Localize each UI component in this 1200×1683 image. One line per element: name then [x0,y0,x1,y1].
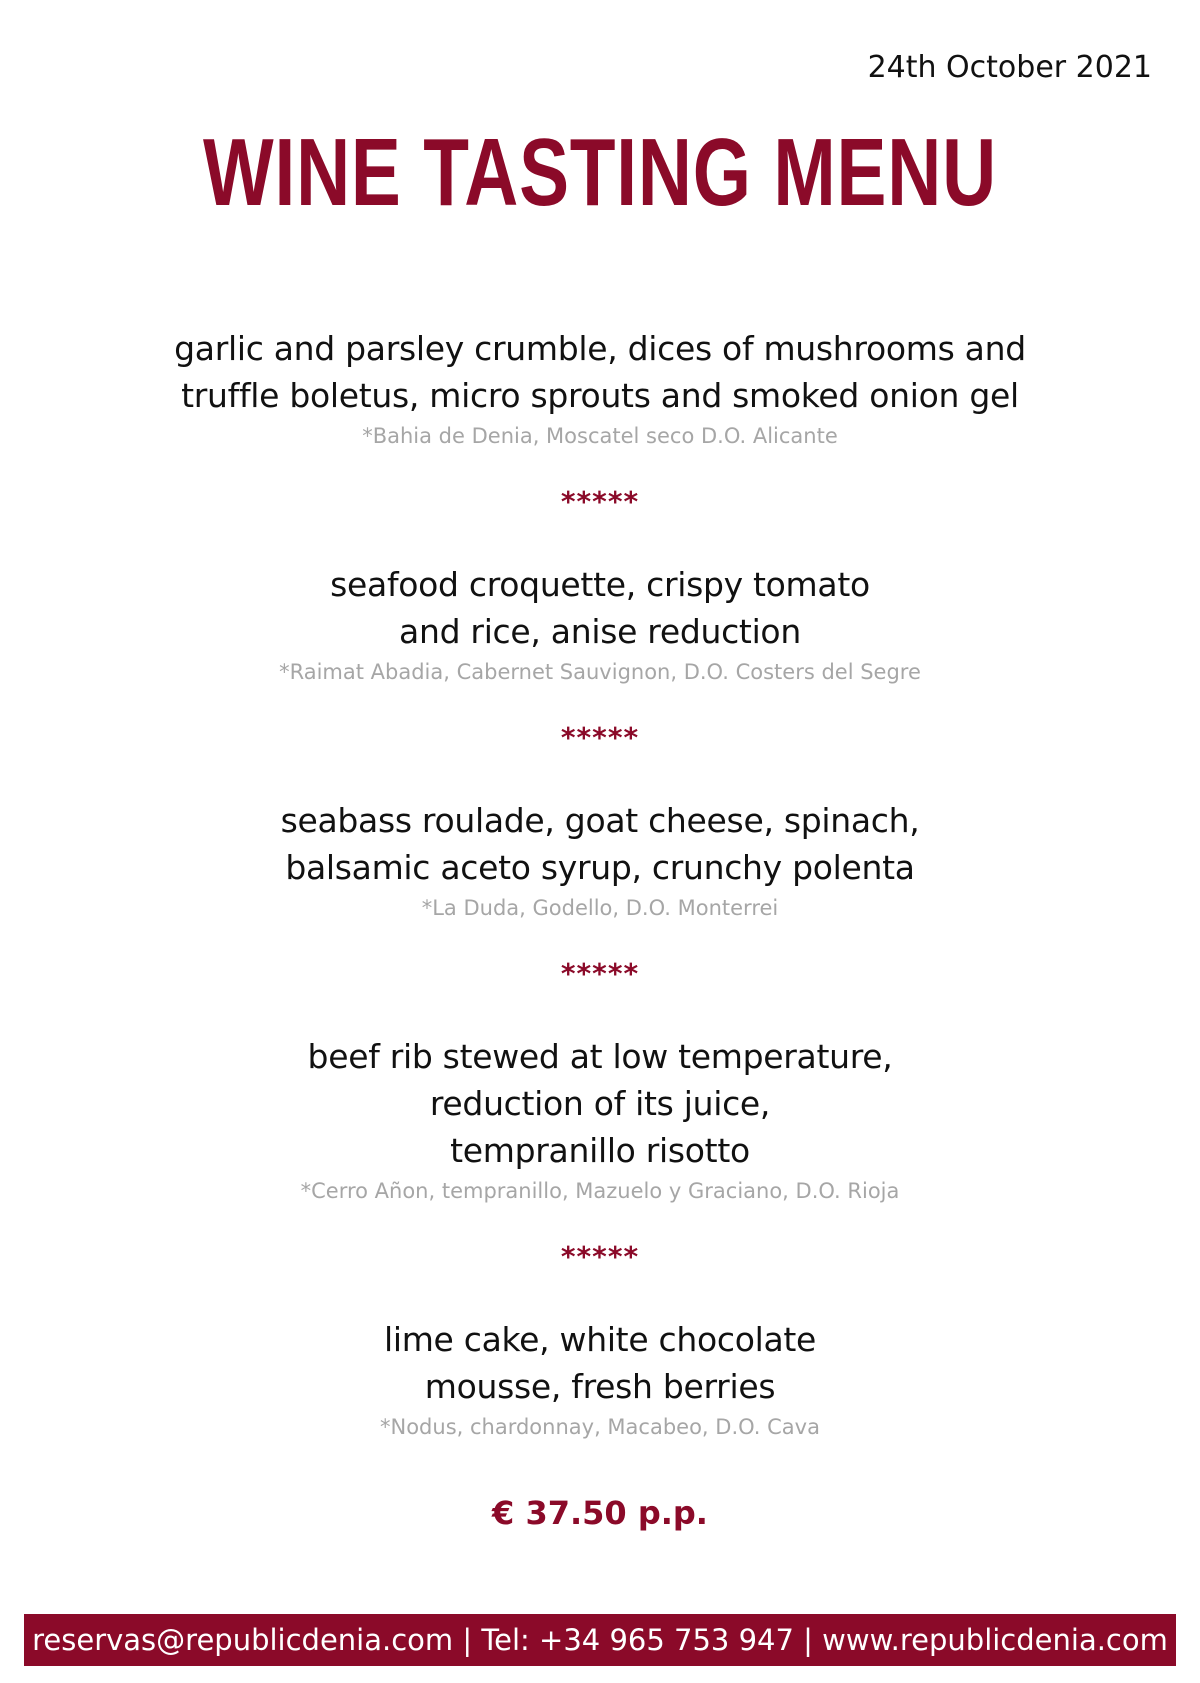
course-separator: ***** [560,485,640,518]
course-list [0,325,1200,1442]
course-5 [0,1316,1200,1442]
dish-line: seafood croquette, crispy tomato [330,565,870,604]
course-separator: ***** [560,721,640,754]
dish-line: tempranillo risotto [450,1131,750,1170]
course-separator: ***** [560,957,640,990]
dish-line: mousse, fresh berries [424,1367,776,1406]
wine-pairing: *Bahia de Denia, Moscatel seco D.O. Alicante [362,424,838,448]
dish-line: lime cake, white chocolate [383,1320,817,1359]
dish-line: beef rib stewed at low temperature, [307,1037,893,1076]
course-4 [0,1033,1200,1206]
course-3 [0,797,1200,923]
dish-line: seabass roulade, goat cheese, spinach, [280,801,920,840]
dish-line: balsamic aceto syrup, crunchy polenta [285,848,915,887]
dish-line: truffle boletus, micro sprouts and smoked onion gel [181,376,1019,415]
menu-date: 24th October 2021 [867,50,1152,85]
wine-pairing: *La Duda, Godello, D.O. Monterrei [421,896,779,920]
menu-price: € 37.50 p.p. [492,1494,708,1532]
course-1 [0,325,1200,451]
wine-pairing: *Raimat Abadia, Cabernet Sauvignon, D.O. Costers del Segre [279,660,921,684]
wine-pairing: *Cerro Añon, tempranillo, Mazuelo y Graciano, D.O. Rioja [300,1179,900,1203]
dish-line: garlic and parsley crumble, dices of mushrooms and [174,329,1026,368]
wine-pairing: *Nodus, chardonnay, Macabeo, D.O. Cava [380,1415,820,1439]
dish-line: reduction of its juice, [429,1084,771,1123]
dish-line: and rice, anise reduction [399,612,801,651]
course-2 [0,561,1200,687]
menu-title: WINE TASTING MENU [203,119,997,226]
course-separator: ***** [560,1240,640,1273]
contact-footer: reservas@republicdenia.com | Tel: +34 965 753 947 | www.republicdenia.com [24,1614,1176,1666]
